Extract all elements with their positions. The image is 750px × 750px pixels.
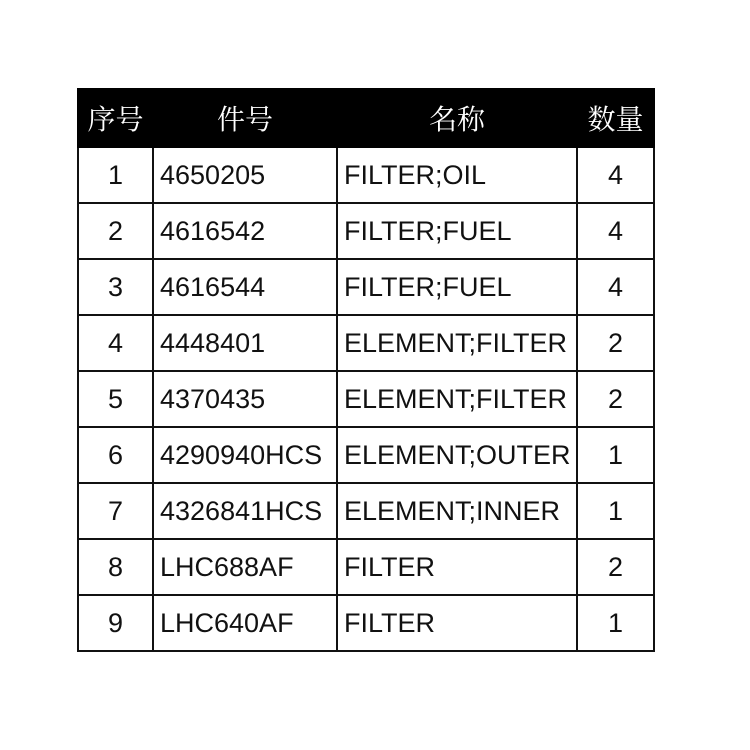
cell-name: ELEMENT;INNER: [337, 483, 577, 539]
table-row: [78, 371, 654, 427]
cell-index: 8: [78, 539, 153, 595]
cell-quantity: 2: [577, 315, 654, 371]
cell-quantity: 4: [577, 203, 654, 259]
table-row: [78, 539, 654, 595]
table-row: [78, 315, 654, 371]
table-body: [78, 147, 654, 651]
cell-index: 9: [78, 595, 153, 651]
cell-name: FILTER;FUEL: [337, 203, 577, 259]
cell-part-number: 4448401: [153, 315, 337, 371]
cell-quantity: 2: [577, 371, 654, 427]
table-row: [78, 483, 654, 539]
cell-name: FILTER: [337, 595, 577, 651]
cell-index: 2: [78, 203, 153, 259]
cell-part-number: LHC688AF: [153, 539, 337, 595]
cell-index: 7: [78, 483, 153, 539]
cell-index: 4: [78, 315, 153, 371]
table-row: [78, 259, 654, 315]
cell-part-number: 4326841HCS: [153, 483, 337, 539]
header-row: [78, 89, 654, 147]
cell-quantity: 2: [577, 539, 654, 595]
cell-index: 3: [78, 259, 153, 315]
parts-table-container: [77, 88, 653, 652]
cell-name: FILTER: [337, 539, 577, 595]
table-row: [78, 595, 654, 651]
cell-part-number: LHC640AF: [153, 595, 337, 651]
header-name: 名称: [337, 89, 577, 147]
cell-quantity: 4: [577, 147, 654, 203]
header-part-number: 件号: [153, 89, 337, 147]
cell-name: FILTER;OIL: [337, 147, 577, 203]
cell-part-number: 4290940HCS: [153, 427, 337, 483]
table-row: [78, 147, 654, 203]
cell-quantity: 1: [577, 427, 654, 483]
cell-part-number: 4616542: [153, 203, 337, 259]
cell-part-number: 4650205: [153, 147, 337, 203]
cell-name: ELEMENT;FILTER: [337, 371, 577, 427]
cell-quantity: 1: [577, 595, 654, 651]
cell-quantity: 4: [577, 259, 654, 315]
cell-index: 1: [78, 147, 153, 203]
header-index: 序号: [78, 89, 153, 147]
cell-part-number: 4370435: [153, 371, 337, 427]
cell-quantity: 1: [577, 483, 654, 539]
header-quantity: 数量: [577, 89, 654, 147]
table-row: [78, 427, 654, 483]
parts-table: [77, 88, 655, 652]
cell-name: FILTER;FUEL: [337, 259, 577, 315]
cell-name: ELEMENT;OUTER: [337, 427, 577, 483]
table-row: [78, 203, 654, 259]
table-header: [78, 89, 654, 147]
cell-index: 5: [78, 371, 153, 427]
cell-index: 6: [78, 427, 153, 483]
cell-part-number: 4616544: [153, 259, 337, 315]
cell-name: ELEMENT;FILTER: [337, 315, 577, 371]
